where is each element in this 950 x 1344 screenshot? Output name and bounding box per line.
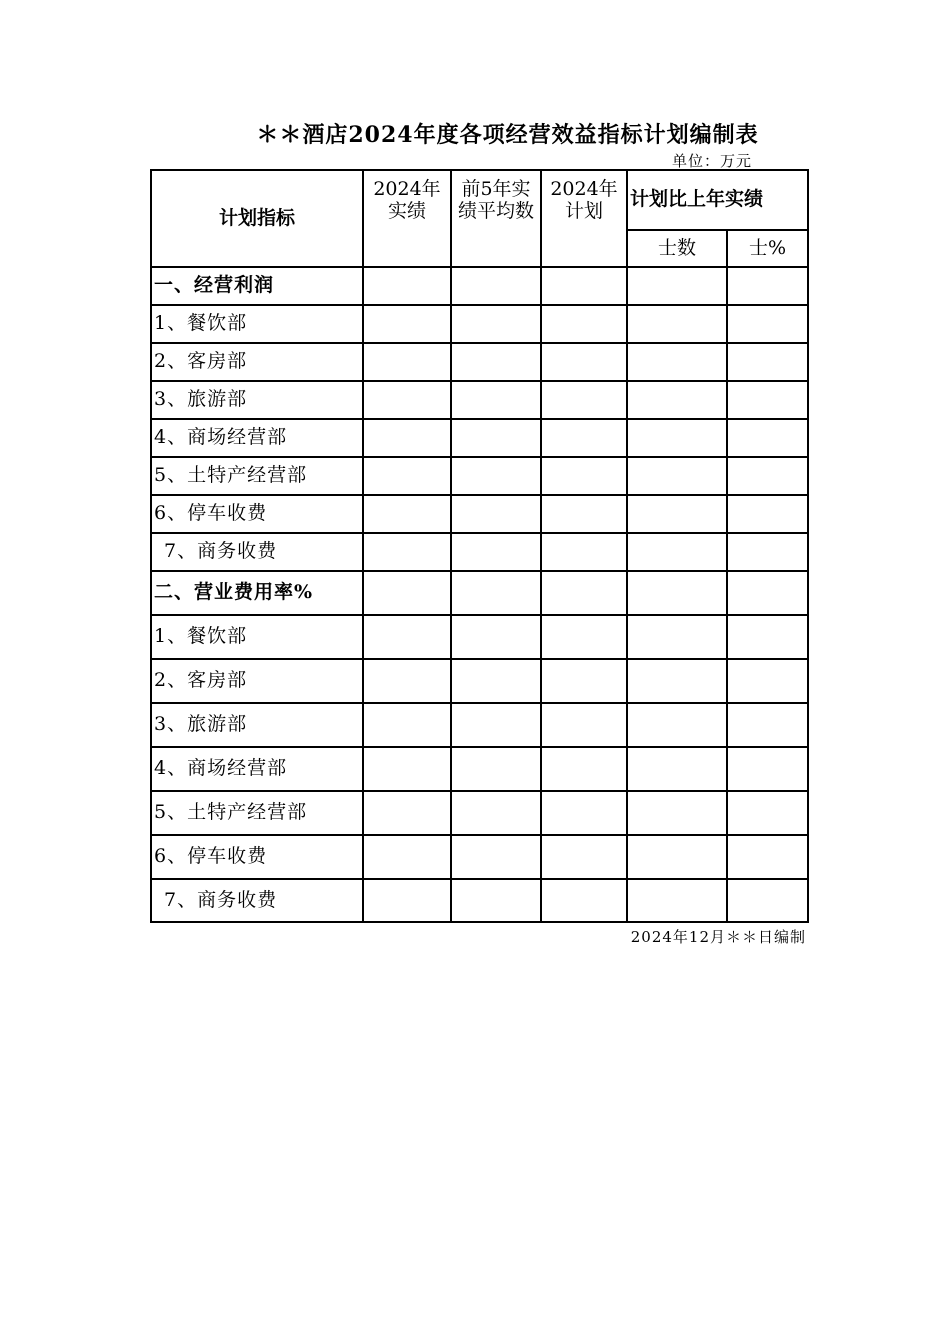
table-cell[interactable] xyxy=(727,571,808,615)
table-cell[interactable] xyxy=(727,457,808,495)
table-cell[interactable] xyxy=(627,343,727,381)
header-compare[interactable]: 计划比上年实绩 xyxy=(627,170,808,230)
table-row xyxy=(151,533,808,571)
table-cell[interactable] xyxy=(627,457,727,495)
table-cell[interactable] xyxy=(363,267,451,305)
table-cell[interactable] xyxy=(541,267,627,305)
table-cell[interactable] xyxy=(451,457,541,495)
row-label[interactable]: 2、客房部 xyxy=(151,659,363,703)
row-label[interactable]: 6、停车收费 xyxy=(151,495,363,533)
table-cell[interactable] xyxy=(727,267,808,305)
table-cell[interactable] xyxy=(451,835,541,879)
header-actual-2024-line2: 实绩 xyxy=(387,199,426,222)
table-cell[interactable] xyxy=(451,571,541,615)
row-label[interactable]: 7、商务收费 xyxy=(151,879,363,922)
table-cell[interactable] xyxy=(541,659,627,703)
table-cell[interactable] xyxy=(727,615,808,659)
table-cell[interactable] xyxy=(541,419,627,457)
table-cell[interactable] xyxy=(363,495,451,533)
header-actual-2024[interactable] xyxy=(363,170,451,267)
table-row xyxy=(151,879,808,922)
table-row xyxy=(151,457,808,495)
row-label[interactable]: 7、商务收费 xyxy=(151,533,363,571)
row-label[interactable]: 1、餐饮部 xyxy=(151,305,363,343)
table-cell[interactable] xyxy=(451,305,541,343)
row-label[interactable]: 5、土特产经营部 xyxy=(151,791,363,835)
plan-table-body xyxy=(151,170,808,922)
table-cell[interactable] xyxy=(627,615,727,659)
table-cell[interactable] xyxy=(541,305,627,343)
table-cell[interactable] xyxy=(363,747,451,791)
table-cell[interactable] xyxy=(541,343,627,381)
table-cell[interactable] xyxy=(727,879,808,922)
table-cell[interactable] xyxy=(627,533,727,571)
table-cell[interactable] xyxy=(363,305,451,343)
table-row xyxy=(151,791,808,835)
table-cell[interactable] xyxy=(541,835,627,879)
table-cell[interactable] xyxy=(541,747,627,791)
table-cell[interactable] xyxy=(627,495,727,533)
table-cell[interactable] xyxy=(451,747,541,791)
table-cell[interactable] xyxy=(627,835,727,879)
table-cell[interactable] xyxy=(627,659,727,703)
header-plan-2024-line2: 计划 xyxy=(564,199,603,222)
header-row xyxy=(151,170,808,230)
table-cell[interactable] xyxy=(627,747,727,791)
table-cell[interactable] xyxy=(541,791,627,835)
table-cell[interactable] xyxy=(727,659,808,703)
table-cell[interactable] xyxy=(541,879,627,922)
row-label[interactable]: 6、停车收费 xyxy=(151,835,363,879)
header-indicator[interactable]: 计划指标 xyxy=(151,170,363,267)
header-plan-2024-line1: 2024年 xyxy=(550,178,618,200)
header-pct[interactable]: 士% xyxy=(727,230,808,267)
table-cell[interactable] xyxy=(363,457,451,495)
row-label[interactable]: 4、商场经营部 xyxy=(151,747,363,791)
table-cell[interactable] xyxy=(727,835,808,879)
table-cell[interactable] xyxy=(627,381,727,419)
table-row xyxy=(151,659,808,703)
unit-label: 单位：万元 xyxy=(672,152,753,170)
table-cell[interactable] xyxy=(363,615,451,659)
table-cell[interactable] xyxy=(451,343,541,381)
row-label[interactable]: 2、客房部 xyxy=(151,343,363,381)
table-cell[interactable] xyxy=(451,659,541,703)
table-row xyxy=(151,381,808,419)
header-avg-5yr-line2: 绩平均数 xyxy=(457,199,534,222)
table-cell[interactable] xyxy=(541,495,627,533)
row-label[interactable]: 5、土特产经营部 xyxy=(151,457,363,495)
table-row xyxy=(151,495,808,533)
table-cell[interactable] xyxy=(727,747,808,791)
table-cell[interactable] xyxy=(363,343,451,381)
table-cell[interactable] xyxy=(451,533,541,571)
header-actual-2024-line1: 2024年 xyxy=(373,178,441,200)
row-label[interactable]: 4、商场经营部 xyxy=(151,419,363,457)
table-cell[interactable] xyxy=(627,791,727,835)
table-cell[interactable] xyxy=(451,419,541,457)
table-cell[interactable] xyxy=(727,419,808,457)
header-avg-5yr[interactable] xyxy=(451,170,541,267)
table-row xyxy=(151,615,808,659)
table-cell[interactable] xyxy=(363,835,451,879)
table-cell[interactable] xyxy=(363,703,451,747)
table-cell[interactable] xyxy=(451,791,541,835)
table-row xyxy=(151,343,808,381)
table-cell[interactable] xyxy=(363,381,451,419)
table-cell[interactable] xyxy=(451,703,541,747)
header-plan-2024[interactable] xyxy=(541,170,627,267)
table-cell[interactable] xyxy=(627,879,727,922)
table-row xyxy=(151,571,808,615)
table-cell[interactable] xyxy=(363,659,451,703)
table-cell[interactable] xyxy=(727,305,808,343)
table-cell[interactable] xyxy=(363,791,451,835)
table-cell[interactable] xyxy=(541,703,627,747)
table-row xyxy=(151,747,808,791)
table-cell[interactable] xyxy=(451,495,541,533)
table-cell[interactable] xyxy=(363,879,451,922)
header-avg-5yr-line1: 前5年实 xyxy=(461,178,531,200)
plan-table xyxy=(150,169,809,923)
table-cell[interactable] xyxy=(451,879,541,922)
compiled-date: 2024年12月＊＊日编制 xyxy=(630,928,806,946)
row-label[interactable]: 3、旅游部 xyxy=(151,381,363,419)
table-cell[interactable] xyxy=(727,381,808,419)
table-row xyxy=(151,703,808,747)
table-row xyxy=(151,419,808,457)
row-label[interactable]: 3、旅游部 xyxy=(151,703,363,747)
row-label[interactable]: 二、营业费用率% xyxy=(151,571,363,615)
table-cell[interactable] xyxy=(363,571,451,615)
table-cell[interactable] xyxy=(727,343,808,381)
table-cell[interactable] xyxy=(541,381,627,419)
row-label[interactable]: 一、经营利润 xyxy=(151,267,363,305)
table-cell[interactable] xyxy=(541,457,627,495)
table-cell[interactable] xyxy=(451,267,541,305)
header-diff[interactable]: 士数 xyxy=(627,230,727,267)
table-cell[interactable] xyxy=(627,703,727,747)
table-cell[interactable] xyxy=(727,533,808,571)
table-cell[interactable] xyxy=(363,533,451,571)
table-row xyxy=(151,305,808,343)
table-row xyxy=(151,267,808,305)
table-cell[interactable] xyxy=(451,381,541,419)
table-cell[interactable] xyxy=(363,419,451,457)
table-cell[interactable] xyxy=(627,571,727,615)
table-cell[interactable] xyxy=(541,533,627,571)
table-cell[interactable] xyxy=(727,703,808,747)
table-cell[interactable] xyxy=(541,615,627,659)
table-cell[interactable] xyxy=(627,419,727,457)
table-cell[interactable] xyxy=(541,571,627,615)
table-row xyxy=(151,835,808,879)
row-label[interactable]: 1、餐饮部 xyxy=(151,615,363,659)
table-cell[interactable] xyxy=(451,615,541,659)
document-title: ＊＊酒店2024年度各项经营效益指标计划编制表 xyxy=(256,122,759,148)
table-cell[interactable] xyxy=(727,495,808,533)
table-cell[interactable] xyxy=(627,305,727,343)
table-cell[interactable] xyxy=(627,267,727,305)
table-cell[interactable] xyxy=(727,791,808,835)
